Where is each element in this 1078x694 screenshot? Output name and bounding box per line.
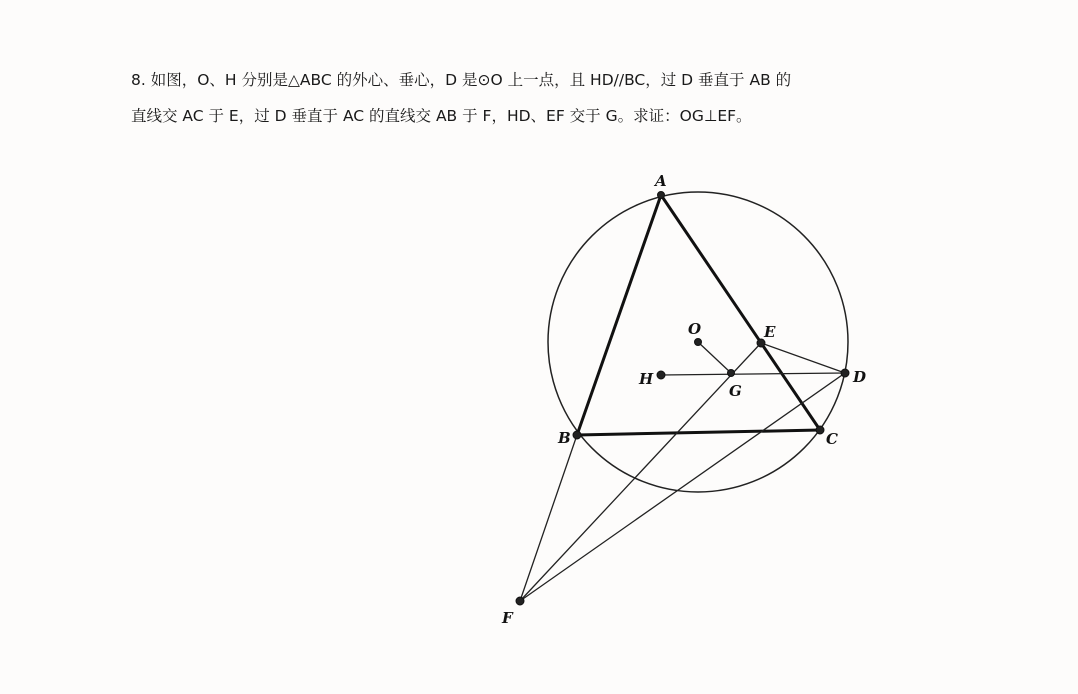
point-a: [658, 192, 665, 199]
label-e: E: [764, 323, 776, 341]
segment-ed: [761, 343, 845, 373]
point-b: [573, 431, 581, 439]
point-d: [841, 369, 849, 377]
segment-bf: [520, 435, 577, 601]
problem-line-2: 直线交 AC 于 E，过 D 垂直于 AC 的直线交 AB 于 F，HD、EF 交于 G。求证：OG⊥EF。: [131, 107, 752, 125]
point-f: [516, 597, 524, 605]
segment-hd: [661, 373, 845, 375]
point-g: [728, 370, 735, 377]
point-h: [657, 371, 665, 379]
segment-og: [698, 342, 731, 373]
point-c: [816, 426, 824, 434]
segment-fd: [520, 373, 845, 601]
problem-line-1: 8. 如图，O、H 分别是△ABC 的外心、垂心，D 是⊙O 上一点，且 HD//BC，过 D 垂直于 AB 的: [131, 71, 792, 89]
label-b: B: [558, 429, 571, 447]
label-c: C: [826, 430, 838, 448]
side-ab: [577, 195, 661, 435]
label-g: G: [729, 382, 742, 400]
label-a: A: [655, 172, 667, 190]
label-d: D: [853, 368, 867, 386]
label-h: H: [639, 370, 654, 388]
point-o: [695, 339, 702, 346]
side-bc: [577, 430, 820, 435]
label-f: F: [502, 609, 513, 627]
label-o: O: [688, 320, 702, 338]
